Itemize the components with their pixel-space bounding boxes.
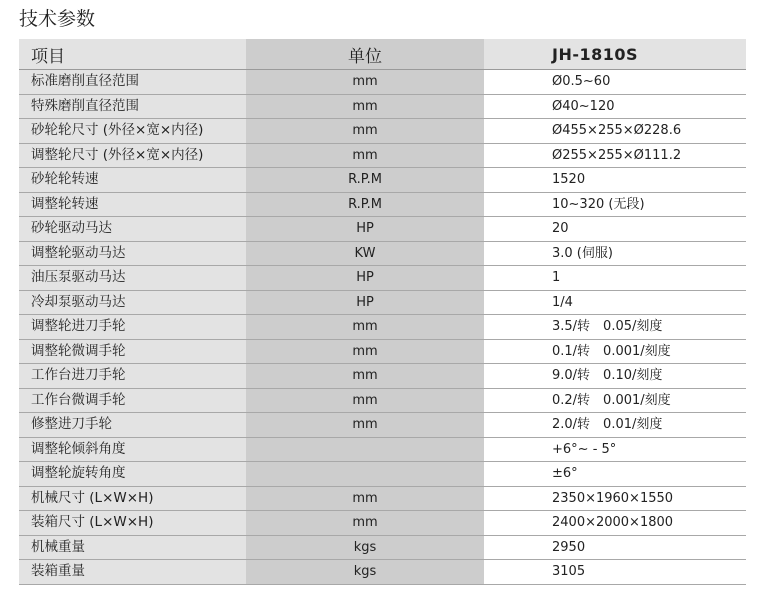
row-unit-cell: mm [246, 364, 484, 389]
row-value-cell: ±6° [484, 462, 746, 487]
row-item-cell: 工作台进刀手轮 [19, 364, 246, 389]
row-value-cell: Ø255×255×Ø111.2 [484, 143, 746, 168]
row-item-cell: 机械尺寸 (L×W×H) [19, 486, 246, 511]
table-header-row [19, 39, 746, 70]
table-row [19, 560, 746, 585]
row-item-cell: 调整轮驱动马达 [19, 241, 246, 266]
row-value-cell: 2.0/转 0.01/刻度 [484, 413, 746, 438]
table-row [19, 119, 746, 144]
table-row [19, 315, 746, 340]
spec-table [19, 39, 746, 585]
table-row [19, 364, 746, 389]
row-unit-cell: mm [246, 511, 484, 536]
row-value-cell: 1 [484, 266, 746, 291]
table-row [19, 486, 746, 511]
table-row [19, 388, 746, 413]
row-item-cell: 调整轮转速 [19, 192, 246, 217]
table-row [19, 70, 746, 95]
table-row [19, 241, 746, 266]
row-unit-cell: mm [246, 70, 484, 95]
row-unit-cell: mm [246, 143, 484, 168]
table-row [19, 511, 746, 536]
table-row [19, 339, 746, 364]
row-item-cell: 砂轮轮转速 [19, 168, 246, 193]
row-value-cell: 3.0 (伺服) [484, 241, 746, 266]
row-item-cell: 砂轮驱动马达 [19, 217, 246, 242]
row-unit-cell: mm [246, 486, 484, 511]
table-row [19, 535, 746, 560]
row-item-cell: 特殊磨削直径范围 [19, 94, 246, 119]
row-value-cell: Ø0.5~60 [484, 70, 746, 95]
row-value-cell: 0.1/转 0.001/刻度 [484, 339, 746, 364]
row-item-cell: 调整轮微调手轮 [19, 339, 246, 364]
row-item-cell: 工作台微调手轮 [19, 388, 246, 413]
row-item-cell: 装箱尺寸 (L×W×H) [19, 511, 246, 536]
table-row [19, 143, 746, 168]
row-unit-cell: HP [246, 266, 484, 291]
row-item-cell: 调整轮倾斜角度 [19, 437, 246, 462]
table-row [19, 168, 746, 193]
row-value-cell: 9.0/转 0.10/刻度 [484, 364, 746, 389]
row-unit-cell: HP [246, 217, 484, 242]
spec-table-body [19, 70, 746, 585]
row-value-cell: 2950 [484, 535, 746, 560]
row-value-cell: 1/4 [484, 290, 746, 315]
row-value-cell: 2400×2000×1800 [484, 511, 746, 536]
row-item-cell: 修整进刀手轮 [19, 413, 246, 438]
row-value-cell: Ø455×255×Ø228.6 [484, 119, 746, 144]
row-value-cell: 3.5/转 0.05/刻度 [484, 315, 746, 340]
row-item-cell: 调整轮进刀手轮 [19, 315, 246, 340]
table-row [19, 462, 746, 487]
row-unit-cell: HP [246, 290, 484, 315]
table-row [19, 290, 746, 315]
row-unit-cell: kgs [246, 535, 484, 560]
row-unit-cell: mm [246, 413, 484, 438]
row-unit-cell: mm [246, 315, 484, 340]
header-unit: 单位 [246, 39, 484, 70]
table-row [19, 437, 746, 462]
row-value-cell: 2350×1960×1550 [484, 486, 746, 511]
row-value-cell: Ø40~120 [484, 94, 746, 119]
row-item-cell: 油压泵驱动马达 [19, 266, 246, 291]
row-unit-cell: mm [246, 119, 484, 144]
row-item-cell: 砂轮轮尺寸 (外径×宽×内径) [19, 119, 246, 144]
header-item: 项目 [19, 39, 246, 70]
table-row [19, 192, 746, 217]
page-title: 技术参数 [19, 8, 96, 30]
row-unit-cell: kgs [246, 560, 484, 585]
table-row [19, 217, 746, 242]
row-unit-cell: R.P.M [246, 192, 484, 217]
row-value-cell: +6°~ - 5° [484, 437, 746, 462]
row-value-cell: 1520 [484, 168, 746, 193]
header-model: JH-1810S [484, 39, 746, 70]
row-unit-cell: mm [246, 94, 484, 119]
row-unit-cell: KW [246, 241, 484, 266]
row-item-cell: 调整轮尺寸 (外径×宽×内径) [19, 143, 246, 168]
row-unit-cell [246, 462, 484, 487]
row-value-cell: 3105 [484, 560, 746, 585]
row-unit-cell: mm [246, 388, 484, 413]
row-item-cell: 机械重量 [19, 535, 246, 560]
row-unit-cell: mm [246, 339, 484, 364]
row-unit-cell [246, 437, 484, 462]
row-unit-cell: R.P.M [246, 168, 484, 193]
row-item-cell: 冷却泵驱动马达 [19, 290, 246, 315]
table-row [19, 94, 746, 119]
row-item-cell: 标准磨削直径范围 [19, 70, 246, 95]
row-value-cell: 20 [484, 217, 746, 242]
table-row [19, 266, 746, 291]
row-value-cell: 0.2/转 0.001/刻度 [484, 388, 746, 413]
row-item-cell: 装箱重量 [19, 560, 246, 585]
row-value-cell: 10~320 (无段) [484, 192, 746, 217]
row-item-cell: 调整轮旋转角度 [19, 462, 246, 487]
table-row [19, 413, 746, 438]
